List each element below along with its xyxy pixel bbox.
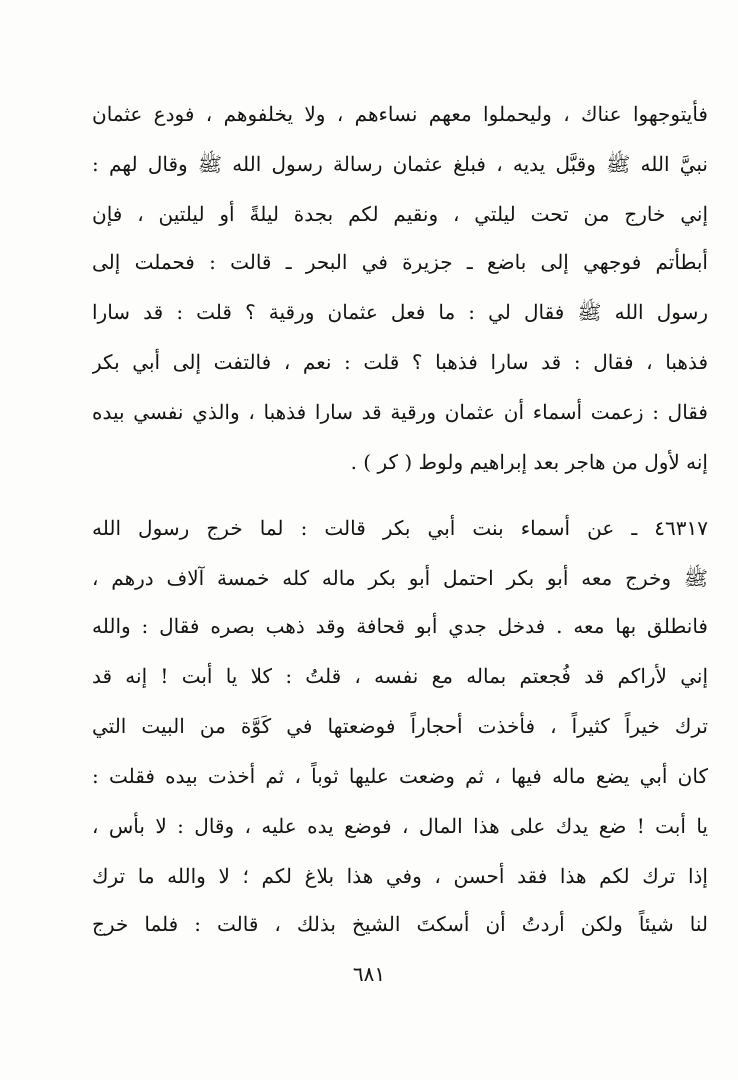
text-line: ﷺ وخرج معه أبو بكر احتمل أبو بكر ماله كله خمسة آلاف درهم ، xyxy=(92,566,708,590)
text-line: فذهبا ، فقال : قد سارا فذهبا ؟ قلت : نعم ، فالتفت إلى أبي بكر xyxy=(92,350,708,374)
text-line: فانطلق بها معه . فدخل جدي أبو قحافة وقد ذهب بصره فقال : والله xyxy=(92,614,708,638)
text-line: نبيَّ الله ﷺ وقبَّل يديه ، فبلغ عثمان رسالة رسول الله ﷺ وقال لهم : xyxy=(92,152,708,176)
text-line: فقال : زعمت أسماء أن عثمان ورقية قد سارا فذهبا ، والذي نفسي بيده xyxy=(92,400,708,424)
text-line: كان أبي يضع ماله فيها ، ثم وضعت عليها ثوباً ، ثم أخذت بيده فقلت : xyxy=(92,764,708,788)
page-number: ٦٨١ xyxy=(352,962,386,986)
text-line: يا أبت ! ضع يدك على هذا المال ، فوضع يده عليه ، وقال : لا بأس ، xyxy=(92,814,708,838)
text-line: إني خارج من تحت ليلتي ، ونقيم لكم بجدة ليلةً أو ليلتين ، فإن xyxy=(92,202,708,226)
text-line: إنه لأول من هاجر بعد إبراهيم ولوط ( كر ) . xyxy=(350,450,708,474)
text-line: فأيتوجهوا عناك ، وليحملوا معهم نساءهم ، ولا يخلفوهم ، فودع عثمان xyxy=(92,102,708,126)
text-line: أبطأتم فوجهي إلى باضع ـ جزيرة في البحر ـ قالت : فحملت إلى xyxy=(92,250,708,274)
text-line: لنا شيئاً ولكن أردتُ أن أسكتَ الشيخ بذلك ، قالت : فلما خرج xyxy=(92,912,708,936)
text-line: ٤٦٣١٧ ـ عن أسماء بنت أبي بكر قالت : لما خرج رسول الله xyxy=(92,516,708,540)
text-line: إذا ترك لكم هذا فقد أحسن ، وفي هذا بلاغ لكم ؛ لا والله ما ترك xyxy=(92,864,708,888)
text-line: إني لأراكم قد فُجعتم بماله مع نفسه ، قلتُ : كلا يا أبت ! إنه قد xyxy=(92,664,708,688)
text-line: رسول الله ﷺ فقال لي : ما فعل عثمان ورقية ؟ قلت : قد سارا xyxy=(92,300,708,324)
text-line: ترك خيراً كثيراً ، فأخذت أحجاراً فوضعتها في كَوَّة من البيت التي xyxy=(92,714,708,738)
